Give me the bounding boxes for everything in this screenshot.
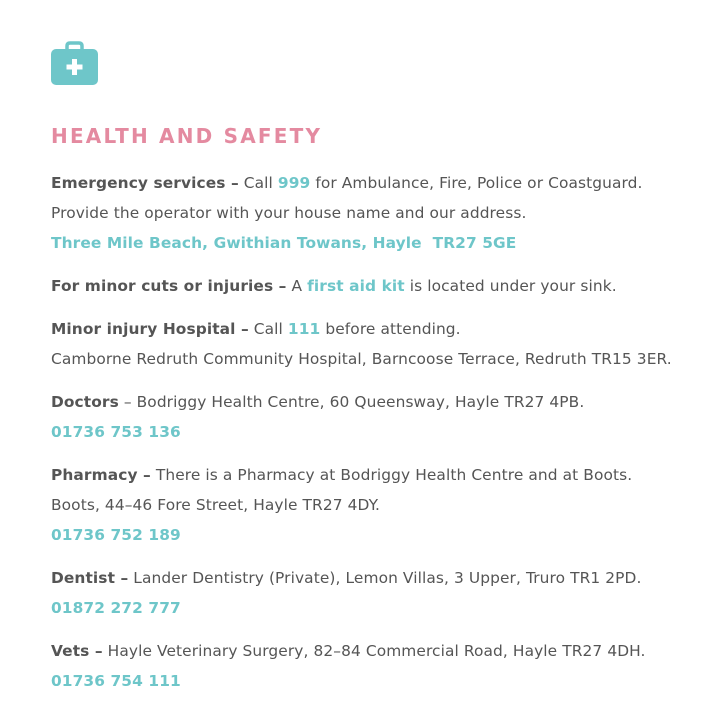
dentist-section: [51, 563, 726, 623]
pharmacy-label: Pharmacy –: [51, 466, 151, 484]
vets-text: Hayle Veterinary Surgery, 82–84 Commercial Road, Hayle TR27 4DH.: [102, 642, 646, 660]
vets-phone[interactable]: 01736 754 111: [51, 672, 181, 690]
dentist-text: Lander Dentistry (Private), Lemon Villas, 3 Upper, Truro TR1 2PD.: [128, 569, 642, 587]
minor-cuts-section: [51, 271, 726, 301]
minor-injury-label: Minor injury Hospital –: [51, 320, 249, 338]
doctors-text: – Bodriggy Health Centre, 60 Queensway, Hayle TR27 4PB.: [118, 393, 585, 411]
health-safety-content: [51, 168, 726, 709]
pharmacy-section: [51, 460, 726, 550]
emergency-number[interactable]: 999: [277, 174, 311, 192]
vets-label: Vets –: [51, 642, 103, 660]
minor-injury-pre: Call: [248, 320, 288, 338]
emergency-instruction: Provide the operator with your house name and our address.: [51, 204, 527, 222]
emergency-post: for Ambulance, Fire, Police or Coastguard.: [310, 174, 643, 192]
emergency-pre: Call: [238, 174, 278, 192]
vets-section: [51, 636, 726, 696]
dentist-label: Dentist –: [51, 569, 129, 587]
pharmacy-text: There is a Pharmacy at Bodriggy Health Centre and at Boots.: [150, 466, 633, 484]
dentist-phone[interactable]: 01872 272 777: [51, 599, 181, 617]
first-aid-kit-link[interactable]: first aid kit: [307, 277, 405, 295]
minor-cuts-post: is located under your sink.: [404, 277, 617, 295]
first-aid-kit-icon: [51, 41, 98, 85]
minor-cuts-pre: A: [286, 277, 308, 295]
doctors-phone[interactable]: 01736 753 136: [51, 423, 181, 441]
minor-injury-section: [51, 314, 726, 374]
page-title: HEALTH AND SAFETY: [51, 124, 323, 148]
emergency-label: Emergency services –: [51, 174, 239, 192]
pharmacy-address: Boots, 44–46 Fore Street, Hayle TR27 4DY.: [51, 496, 380, 514]
doctors-section: [51, 387, 726, 447]
property-address: Three Mile Beach, Gwithian Towans, Hayle TR27 5GE: [51, 234, 517, 252]
hospital-address: Camborne Redruth Community Hospital, Barncoose Terrace, Redruth TR15 3ER.: [51, 350, 672, 368]
minor-cuts-label: For minor cuts or injuries –: [51, 277, 287, 295]
minor-injury-number[interactable]: 111: [287, 320, 321, 338]
doctors-label: Doctors: [51, 393, 119, 411]
emergency-services-section: [51, 168, 726, 258]
pharmacy-phone[interactable]: 01736 752 189: [51, 526, 181, 544]
minor-injury-post: before attending.: [320, 320, 461, 338]
